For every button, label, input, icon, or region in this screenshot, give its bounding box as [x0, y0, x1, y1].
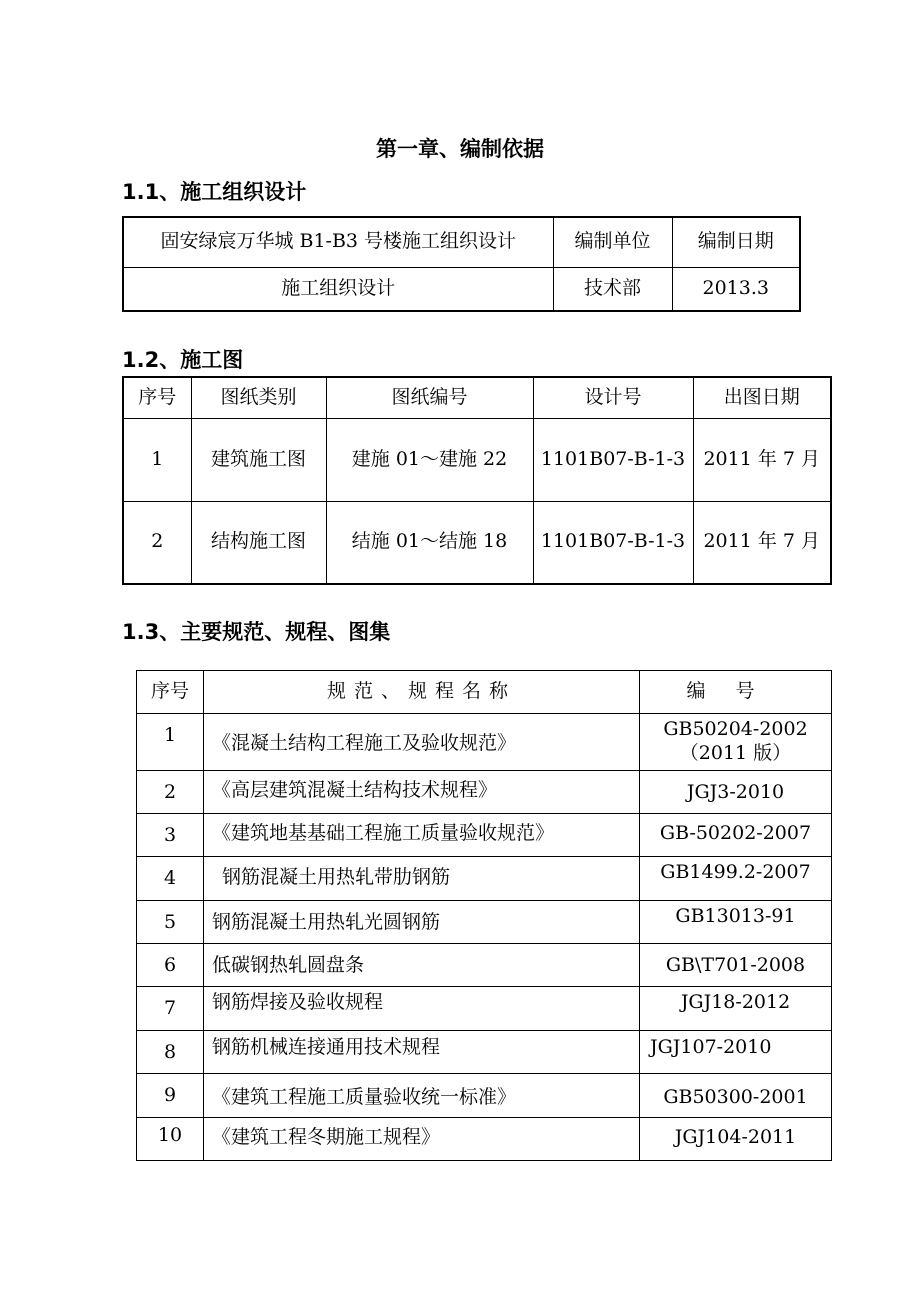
section-heading-1-3: 1.3、主要规范、规程、图集 [122, 620, 391, 644]
section-heading-1-2: 1.2、施工图 [122, 348, 244, 372]
seq-cell: 2 [137, 771, 204, 814]
standard-name-cell: 钢筋机械连接通用技术规程 [204, 1031, 640, 1074]
seq-cell: 5 [137, 901, 204, 944]
standard-code-cell: JGJ107-2010 [640, 1031, 832, 1074]
unit-cell: 技术部 [553, 267, 672, 311]
standard-name-cell: 钢筋焊接及验收规程 [204, 987, 640, 1031]
table-row [137, 944, 832, 987]
drawing-number-cell: 建施 01～建施 22 [326, 418, 533, 501]
table-row [123, 501, 831, 584]
seq-cell: 9 [137, 1074, 204, 1118]
seq-cell: 6 [137, 944, 204, 987]
standard-code-cell: GB13013-91 [640, 901, 832, 944]
table-header-row [137, 671, 832, 714]
table-row [123, 418, 831, 501]
standard-code-cell: GB50300-2001 [640, 1074, 832, 1118]
design-number-cell: 1101B07-B-1-3 [533, 418, 693, 501]
seq-cell: 10 [137, 1118, 204, 1161]
seq-cell: 1 [137, 714, 204, 771]
standards-table [136, 670, 832, 1161]
table-row [123, 217, 800, 267]
column-header: 规范、规程名称 [204, 671, 640, 714]
date-header-cell: 编制日期 [672, 217, 800, 267]
issue-date-cell: 2011 年 7 月 [693, 501, 831, 584]
column-header: 图纸类别 [191, 377, 326, 418]
column-header: 图纸编号 [326, 377, 533, 418]
table-header-row [123, 377, 831, 418]
standard-code-cell [640, 714, 832, 771]
seq-cell: 4 [137, 857, 204, 901]
table-row [137, 814, 832, 857]
table-row [137, 987, 832, 1031]
table-row [137, 1074, 832, 1118]
date-cell: 2013.3 [672, 267, 800, 311]
standard-name-cell: 《混凝土结构工程施工及验收规范》 [204, 714, 640, 771]
standard-name-cell: 低碳钢热轧圆盘条 [204, 944, 640, 987]
column-header: 序号 [123, 377, 191, 418]
standard-code-cell: JGJ18-2012 [640, 987, 832, 1031]
standard-code-cell: JGJ3-2010 [640, 771, 832, 814]
section-heading-1-1: 1.1、施工组织设计 [122, 180, 307, 204]
column-header: 编号 [640, 671, 832, 714]
design-title-cell: 固安绿宸万华城 B1-B3 号楼施工组织设计 [123, 217, 553, 267]
table-row [137, 901, 832, 944]
table-row [137, 714, 832, 771]
column-header: 设计号 [533, 377, 693, 418]
table-row [123, 267, 800, 311]
seq-cell: 8 [137, 1031, 204, 1074]
standard-code-cell: GB-50202-2007 [640, 814, 832, 857]
table-row [137, 1031, 832, 1074]
standard-code-cell: GB\T701-2008 [640, 944, 832, 987]
category-cell: 建筑施工图 [191, 418, 326, 501]
category-cell: 结构施工图 [191, 501, 326, 584]
issue-date-cell: 2011 年 7 月 [693, 418, 831, 501]
column-header: 出图日期 [693, 377, 831, 418]
table-row [137, 771, 832, 814]
standard-code: GB50204-2002 [663, 718, 808, 740]
column-header: 序号 [137, 671, 204, 714]
seq-cell: 7 [137, 987, 204, 1031]
drawings-table [122, 376, 832, 585]
standard-name-cell: 《建筑工程冬期施工规程》 [204, 1118, 640, 1161]
standard-name-cell: 《高层建筑混凝土结构技术规程》 [204, 771, 640, 814]
table-row [137, 857, 832, 901]
standard-code-cell: JGJ104-2011 [640, 1118, 832, 1161]
drawing-number-cell: 结施 01～结施 18 [326, 501, 533, 584]
unit-header-cell: 编制单位 [553, 217, 672, 267]
standard-name-cell: 《建筑地基基础工程施工质量验收规范》 [204, 814, 640, 857]
construction-design-table [122, 216, 801, 312]
standard-name-cell: 钢筋混凝土用热轧带肋钢筋 [204, 857, 640, 901]
chapter-title: 第一章、编制依据 [376, 137, 544, 161]
standard-code-edition: （2011 版） [679, 741, 792, 764]
seq-cell: 1 [123, 418, 191, 501]
seq-cell: 2 [123, 501, 191, 584]
design-number-cell: 1101B07-B-1-3 [533, 501, 693, 584]
standard-code-cell: GB1499.2-2007 [640, 857, 832, 901]
standard-name-cell: 钢筋混凝土用热轧光圆钢筋 [204, 901, 640, 944]
seq-cell: 3 [137, 814, 204, 857]
table-row [137, 1118, 832, 1161]
standard-name-cell: 《建筑工程施工质量验收统一标准》 [204, 1074, 640, 1118]
design-type-cell: 施工组织设计 [123, 267, 553, 311]
